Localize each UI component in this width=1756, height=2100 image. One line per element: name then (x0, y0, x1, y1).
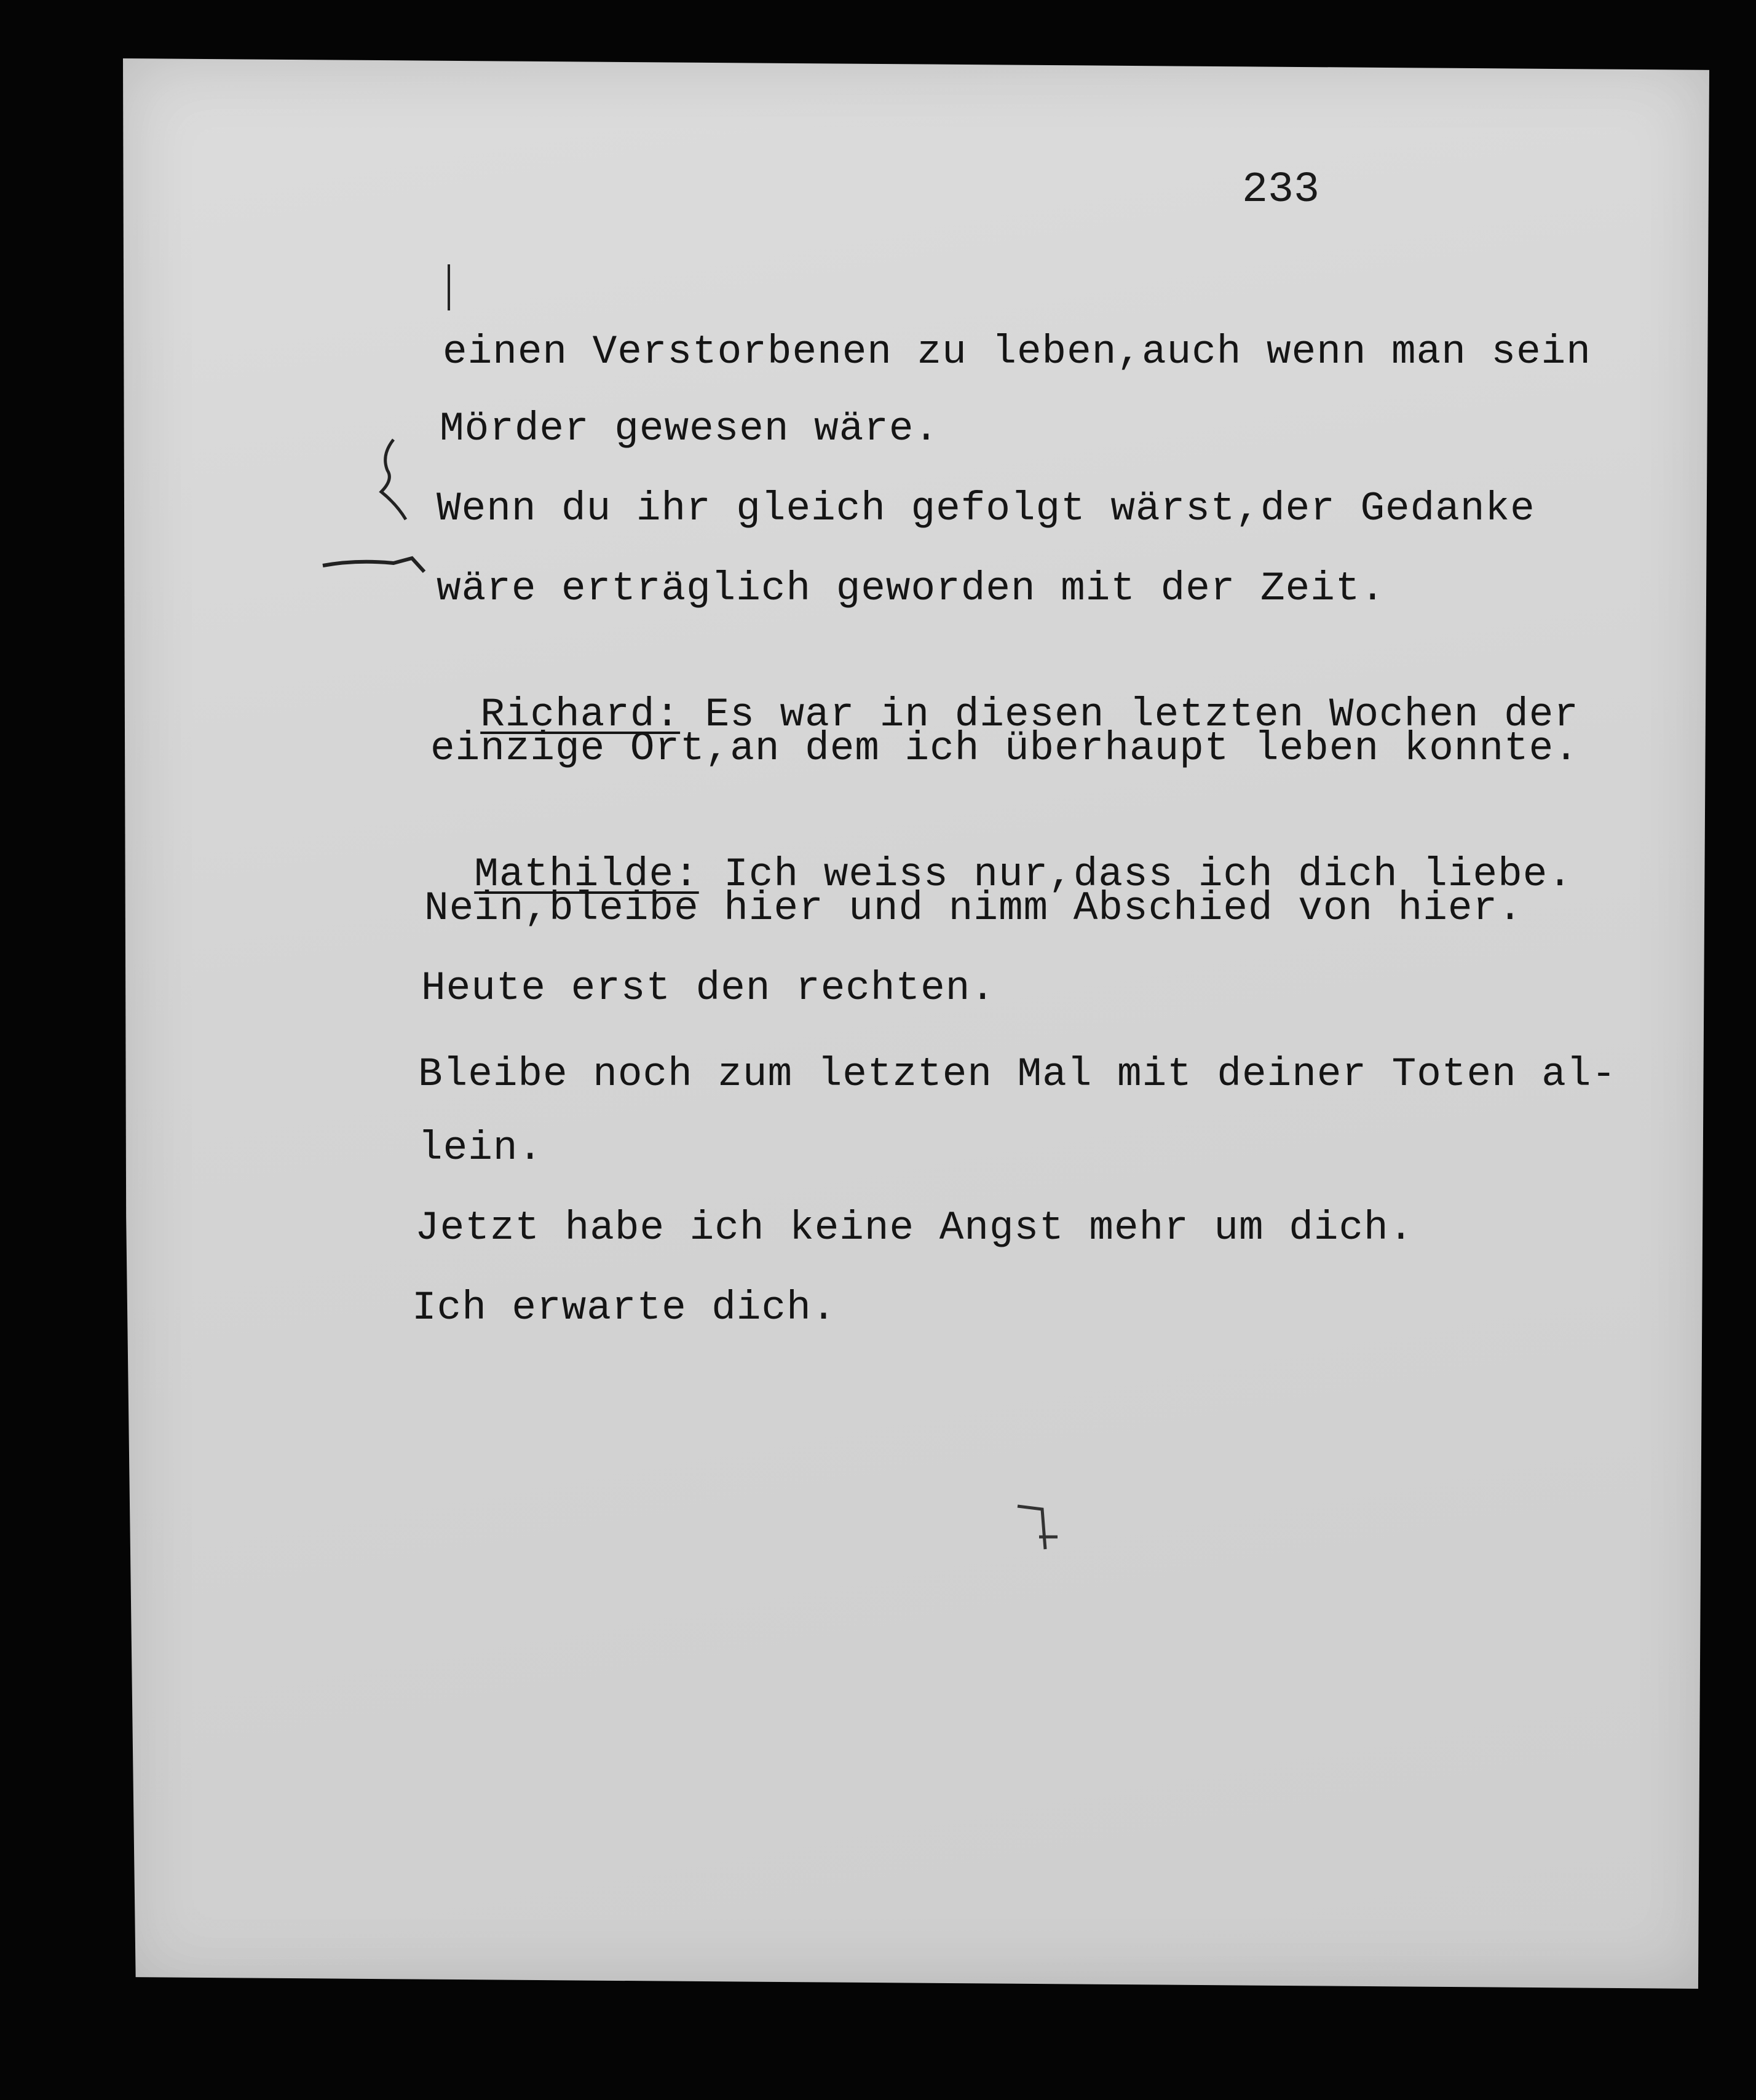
text-line-12: Jetzt habe ich keine Angst mehr um dich. (415, 1205, 1414, 1251)
margin-arrow-mark (320, 541, 430, 578)
text-line-1: einen Verstorbenen zu leben,auch wenn man sein (443, 329, 1591, 375)
dialogue-text: Es war in diesen letzten Wochen der (680, 692, 1579, 738)
text-line-3: Wenn du ihr gleich gefolgt wärst,der Gedanke (437, 486, 1535, 532)
text-line-6: einzige Ort,an dem ich überhaupt leben konnte. (430, 725, 1579, 772)
bottom-scribble-mark (1014, 1500, 1070, 1555)
text-line-11: lein. (418, 1125, 544, 1171)
margin-bracket-mark (369, 436, 418, 523)
text-line-4: wäre erträglich geworden mit der Zeit. (437, 566, 1386, 612)
speaker-label-mathilde: Mathilde: (474, 851, 699, 898)
page-number: 233 (1242, 166, 1320, 215)
text-line-7 (424, 805, 1573, 898)
text-line-5 (430, 645, 1579, 738)
margin-vertical-tick (443, 264, 455, 314)
text-line-10: Bleibe noch zum letzten Mal mit deiner Toten al- (418, 1051, 1617, 1097)
dialogue-text: Ich weiss nur,dass ich dich liebe. (698, 851, 1573, 898)
text-line-13: Ich erwarte dich. (412, 1285, 837, 1331)
text-line-9: Heute erst den rechten. (421, 965, 995, 1011)
text-line-2: Mörder gewesen wäre. (440, 406, 939, 452)
speaker-label-richard: Richard: (480, 692, 681, 738)
text-line-8: Nein,bleibe hier und nimm Abschied von hier. (424, 885, 1523, 931)
